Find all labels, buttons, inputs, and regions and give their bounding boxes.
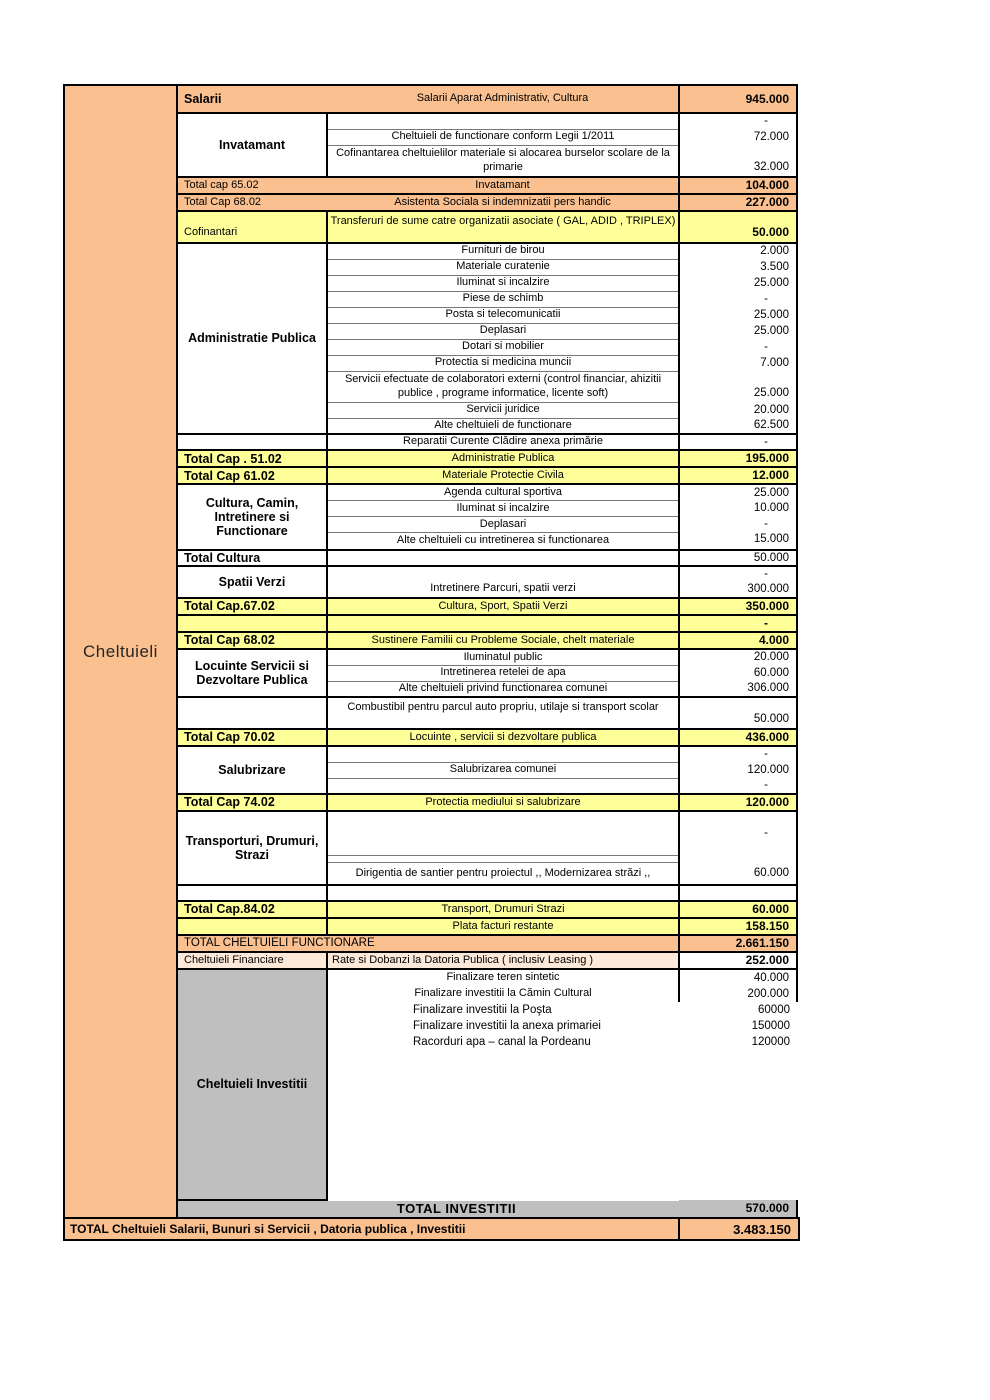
table-row [177,113,797,129]
category-cell [177,434,327,450]
table-row [177,467,797,484]
table-row [177,794,797,811]
category-cell: Cofinantari [177,211,327,243]
value-cell: 945.000 [679,85,797,113]
description-cell: Posta si telecomunicatii [327,307,679,323]
description-cell: Transferuri de sume catre organizatii asociate ( GAL, ADID , TRIPLEX) [327,211,679,243]
value-cell: 25.000 [679,323,797,339]
value-cell: 20.000 [679,649,797,665]
value-cell: 50.000 [679,550,797,566]
category-cell: Salubrizare [177,746,327,794]
category-cell: Total Cap 68.02 [177,194,327,211]
value-cell: 60000 [758,1003,790,1016]
value-cell: - [679,434,797,450]
band-label: Cheltuieli [83,641,158,661]
row-group-band-cheltuieli [63,84,176,1219]
value-cell: 60.000 [679,665,797,681]
value-cell: - [679,339,797,355]
description-cell: Agenda cultural sportiva [327,484,679,500]
value-cell: 25.000 [679,275,797,291]
value-line: 300.000 [747,583,789,596]
value-cell: - [679,746,797,762]
table-row [177,649,797,665]
value-cell: 15.000 [679,532,797,549]
grand-total-value: 3.483.150 [678,1219,798,1239]
description-cell: Reparatii Curente Clădire anexa primărie [327,434,679,450]
description-cell: Salarii Aparat Administrativ, Cultura [327,85,679,113]
value-cell: - [679,778,797,794]
category-cell [177,697,327,729]
description-cell [327,1050,679,1200]
category-cell [177,885,327,901]
description-cell: Finalizare investitii la Poşta [413,1003,552,1016]
description-cell [327,746,679,762]
value-cell [679,566,797,598]
description-cell: Iluminatul public [327,649,679,665]
value-cell: 570.000 [679,1200,797,1218]
value-line: - [764,568,768,581]
table-row [177,550,797,566]
category-cell [177,918,327,935]
description-cell: Alte cheltuieli privind functionarea comunei [327,681,679,697]
description-cell: Rate si Dobanzi la Datoria Publica ( inclusiv Leasing ) [327,952,679,969]
value-cell: - [679,615,797,632]
category-cell: Total Cap . 51.02 [177,450,327,467]
value-cell: 60.000 [679,901,797,918]
value-cell: - [679,516,797,532]
table-row [177,243,797,259]
category-cell: Locuinte Servicii si Dezvoltare Publica [177,649,327,697]
span-label-cell: TOTAL INVESTITII [177,1200,679,1218]
description-cell: Intretinere Parcuri, spatii verzi [327,566,679,598]
table-row [177,1200,797,1218]
description-cell: Cofinantarea cheltuielilor materiale si alocarea burselor scolare de la primarie [327,145,679,177]
budget-sheet [63,84,800,1241]
description-cell: Alte cheltuieli de functionare [327,418,679,434]
description-cell: Dirigentia de santier pentru proiectul ,, Modernizarea străzi ,, [327,862,679,885]
category-cell: Total Cap 68.02 [177,632,327,649]
description-cell: Servicii efectuate de colaboratori externi (control financiar, ahizitii publice , programe informatice, licente soft) [327,371,679,402]
description-cell: Furnituri de birou [327,243,679,259]
category-cell: Transporturi, Drumuri, Strazi [177,811,327,885]
value-cell: 40.000 [679,969,797,986]
description-cell: Iluminat si incalzire [327,500,679,516]
table-row [177,969,797,986]
description-cell: Deplasari [327,516,679,532]
table-row [177,697,797,729]
description-cell: Protectia mediului si salubrizare [327,794,679,811]
category-cell: Total Cap.84.02 [177,901,327,918]
grand-total-label: TOTAL Cheltuieli Salarii, Bunuri si Servicii , Datoria publica , Investitii [70,1222,466,1237]
category-cell: Total Cap 61.02 [177,467,327,484]
description-cell: Cheltuieli de functionare conform Legii 1/2011 [327,129,679,145]
category-cell [177,615,327,632]
category-cell: Cheltuieli Investitii [177,969,327,1200]
description-cell: Materiale Protectie Civila [327,467,679,484]
description-cell: Alte cheltuieli cu intretinerea si functionarea [327,532,679,549]
value-cell: 32.000 [679,145,797,177]
budget-table [176,84,798,1219]
value-cell: - [679,113,797,129]
value-cell: 2.661.150 [679,935,797,952]
description-cell: Cultura, Sport, Spatii Verzi [327,598,679,615]
value-cell: 7.000 [679,355,797,371]
value-cell: 158.150 [679,918,797,935]
value-cell: 3.500 [679,259,797,275]
category-cell: Total Cap 70.02 [177,729,327,746]
description-cell [327,885,679,901]
table-row [177,615,797,632]
description-cell: Protectia si medicina muncii [327,355,679,371]
description-cell [327,615,679,632]
value-cell: 200.000 [679,986,797,1002]
category-cell: Cultura, Camin, Intretinere si Functionare [177,484,327,549]
table-row [177,566,797,598]
description-cell: Transport, Drumuri Strazi [327,901,679,918]
value-cell: 62.500 [679,418,797,434]
description-cell: Finalizare investitii la anexa primariei [413,1019,601,1032]
value-cell: 12.000 [679,467,797,484]
table-row [177,85,797,113]
table-row [177,450,797,467]
value-cell: 60.000 [679,862,797,885]
category-cell: Spatii Verzi [177,566,327,598]
value-cell [679,855,797,862]
description-cell: Servicii juridice [327,402,679,418]
table-row [177,935,797,952]
description-cell: Iluminat si incalzire [327,275,679,291]
value-cell: 2.000 [679,243,797,259]
description-cell [327,550,679,566]
value-cell [679,885,797,901]
value-cell: 72.000 [679,129,797,145]
category-cell: Salarii [177,85,327,113]
value-cell: 20.000 [679,402,797,418]
description-cell: Sustinere Familii cu Probleme Sociale, chelt materiale [327,632,679,649]
value-cell: 120.000 [679,794,797,811]
value-cell [679,1050,797,1200]
description-cell: Deplasari [327,323,679,339]
value-cell: 350.000 [679,598,797,615]
sheet-main [63,84,800,1219]
category-cell: Cheltuieli Financiare [177,952,327,969]
table-row [177,952,797,969]
value-cell: 120.000 [679,762,797,778]
value-cell: 150000 [751,1019,790,1032]
category-cell: Total Cap 74.02 [177,794,327,811]
table-row [177,811,797,855]
description-cell: Asistenta Sociala si indemnizatii pers handic [327,194,679,211]
table-row [177,211,797,243]
description-cell [327,778,679,794]
value-cell: 306.000 [679,681,797,697]
span-label-cell: TOTAL CHELTUIELI FUNCTIONARE [177,935,679,952]
category-cell: Administratie Publica [177,243,327,434]
value-cell: 50.000 [679,211,797,243]
description-cell: Piese de schimb [327,291,679,307]
table-row [177,746,797,762]
value-cell: 10.000 [679,500,797,516]
description-cell: Plata facturi restante [327,918,679,935]
description-cell: Materiale curatenie [327,259,679,275]
category-cell: Total Cultura [177,550,327,566]
value-cell: 104.000 [679,177,797,194]
value-cell: 50.000 [679,697,797,729]
table-row [177,484,797,500]
table-row [177,194,797,211]
value-cell: 227.000 [679,194,797,211]
value-cell: 4.000 [679,632,797,649]
description-cell: Racorduri apa – canal la Pordeanu [413,1035,591,1048]
description-cell: Administratie Publica [327,450,679,467]
description-cell [327,113,679,129]
table-row [177,177,797,194]
value-cell: 252.000 [679,952,797,969]
table-row [177,434,797,450]
description-cell: Dotari si mobilier [327,339,679,355]
description-cell [327,855,679,862]
table-row [177,598,797,615]
description-cell [327,811,679,855]
category-cell: Total Cap.67.02 [177,598,327,615]
category-cell: Invatamant [177,113,327,177]
table-row [177,918,797,935]
description-cell: Salubrizarea comunei [327,762,679,778]
description-cell: Intretinerea retelei de apa [327,665,679,681]
table-row [177,901,797,918]
description-cell: Finalizare investitii la Cămin Cultural [327,986,679,1002]
description-cell: Combustibil pentru parcul auto propriu, utilaje si transport scolar [327,697,679,729]
value-cell: 25.000 [679,371,797,402]
value-cell: - [679,811,797,855]
table-row [177,729,797,746]
description-cell: Invatamant [327,177,679,194]
value-cell: 25.000 [679,484,797,500]
value-cell: 195.000 [679,450,797,467]
value-cell: 120000 [751,1035,790,1048]
value-cell: - [679,291,797,307]
table-row [177,632,797,649]
description-cell: Locuinte , servicii si dezvoltare publica [327,729,679,746]
value-cell: 25.000 [679,307,797,323]
description-cell: Finalizare teren sintetic [327,969,679,986]
value-cell: 436.000 [679,729,797,746]
category-cell: Total cap 65.02 [177,177,327,194]
grand-total-row [63,1217,800,1241]
table-row [177,885,797,901]
